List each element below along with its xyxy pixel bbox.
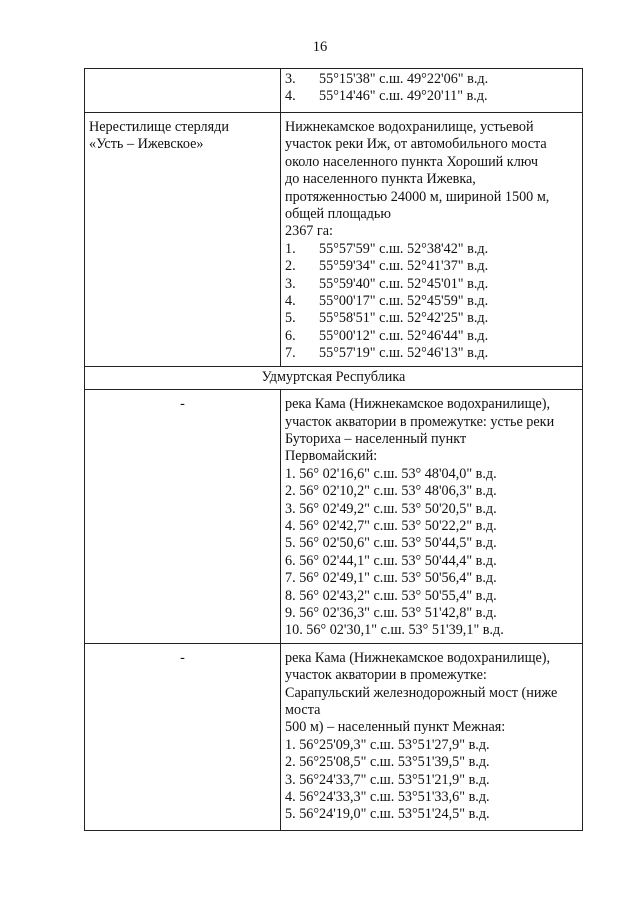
description-line: до населенного пункта Ижевка, bbox=[285, 171, 476, 188]
description-line: Сарапульский железнодорожный мост (ниже bbox=[285, 684, 558, 701]
description-line: участок акватории в промежутке: устье реки bbox=[285, 413, 555, 430]
regulation-table bbox=[84, 68, 583, 831]
coordinate-line: 3. 55°15'38" с.ш. 49°22'06" в.д. bbox=[285, 71, 489, 87]
description-line: 2367 га: bbox=[285, 223, 333, 240]
coordinate-line: 2. 56°25'08,5" с.ш. 53°51'39,5" в.д. bbox=[285, 754, 490, 771]
site-name-line: Нерестилище стерляди bbox=[89, 119, 229, 135]
coordinate-line: 4. 55°14'46" с.ш. 49°20'11" в.д. bbox=[285, 88, 488, 105]
coordinates-cell bbox=[281, 69, 583, 113]
coordinate-line: 3. 56°24'33,7" с.ш. 53°51'21,9" в.д. bbox=[285, 771, 490, 788]
section-title: Удмуртская Республика bbox=[85, 366, 583, 389]
coordinate-line: 1. 56°25'09,3" с.ш. 53°51'27,9" в.д. bbox=[285, 736, 490, 753]
coordinate-line: 9. 56° 02'36,3" с.ш. 53° 51'42,8" в.д. bbox=[285, 604, 497, 621]
description-line: участок акватории в промежутке: bbox=[285, 667, 487, 684]
site-name-cell: - bbox=[85, 390, 281, 644]
description-cell bbox=[281, 643, 583, 830]
description-line: общей площадью bbox=[285, 206, 391, 223]
description-line: 500 м) – населенный пункт Межная: bbox=[285, 719, 506, 736]
table-row bbox=[85, 643, 583, 830]
description-cell bbox=[281, 113, 583, 367]
coordinate-line: 1. 55°57'59" с.ш. 52°38'42" в.д. bbox=[285, 240, 489, 257]
coordinate-line: 3. 56° 02'49,2" с.ш. 53° 50'20,5" в.д. bbox=[285, 500, 497, 517]
coordinate-line: 2. 56° 02'10,2" с.ш. 53° 48'06,3" в.д. bbox=[285, 483, 497, 500]
coordinate-line: 5. 55°58'51" с.ш. 52°42'25" в.д. bbox=[285, 310, 489, 327]
coordinate-line: 4. 56°24'33,3" с.ш. 53°51'33,6" в.д. bbox=[285, 789, 490, 806]
description-line: река Кама (Нижнекамское водохранилище), bbox=[285, 396, 551, 413]
section-row bbox=[85, 366, 583, 389]
coordinate-line: 3. 55°59'40" с.ш. 52°45'01" в.д. bbox=[285, 275, 489, 292]
coordinate-line: 7. 55°57'19" с.ш. 52°46'13" в.д. bbox=[285, 345, 489, 362]
description-line: около населенного пункта Хороший ключ bbox=[285, 153, 538, 170]
coordinate-line: 6. 55°00'12" с.ш. 52°46'44" в.д. bbox=[285, 327, 489, 344]
site-name-line: «Усть – Ижевское» bbox=[89, 136, 204, 153]
site-name-cell: - bbox=[85, 643, 281, 830]
coordinate-line: 2. 55°59'34" с.ш. 52°41'37" в.д. bbox=[285, 258, 489, 275]
site-name-cell bbox=[85, 69, 281, 113]
coordinate-line: 5. 56° 02'50,6" с.ш. 53° 50'44,5" в.д. bbox=[285, 535, 497, 552]
table-row bbox=[85, 113, 583, 367]
coordinate-line: 8. 56° 02'43,2" с.ш. 53° 50'55,4" в.д. bbox=[285, 587, 497, 604]
description-line: Буториха – населенный пункт bbox=[285, 430, 467, 447]
coordinate-line: 5. 56°24'19,0" с.ш. 53°51'24,5" в.д. bbox=[285, 806, 490, 823]
table-row bbox=[85, 69, 583, 113]
description-line: Нижнекамское водохранилище, устьевой bbox=[285, 119, 534, 135]
table-row bbox=[85, 390, 583, 644]
coordinate-line: 6. 56° 02'44,1" с.ш. 53° 50'44,4" в.д. bbox=[285, 552, 497, 569]
description-line: Первомайский: bbox=[285, 448, 378, 465]
page-number: 16 bbox=[312, 39, 328, 55]
description-line: участок реки Иж, от автомобильного моста bbox=[285, 136, 547, 153]
coordinate-line: 10. 56° 02'30,1" с.ш. 53° 51'39,1" в.д. bbox=[285, 622, 504, 639]
site-name-cell bbox=[85, 113, 281, 367]
coordinate-line: 4. 56° 02'42,7" с.ш. 53° 50'22,2" в.д. bbox=[285, 517, 497, 534]
coordinate-line: 1. 56° 02'16,6" с.ш. 53° 48'04,0" в.д. bbox=[285, 465, 497, 482]
coordinate-line: 4. 55°00'17" с.ш. 52°45'59" в.д. bbox=[285, 293, 489, 310]
description-line: моста bbox=[285, 702, 321, 718]
coordinate-line: 7. 56° 02'49,1" с.ш. 53° 50'56,4" в.д. bbox=[285, 570, 497, 587]
description-cell bbox=[281, 390, 583, 644]
description-line: протяженностью 24000 м, шириной 1500 м, bbox=[285, 188, 550, 205]
description-line: река Кама (Нижнекамское водохранилище), bbox=[285, 649, 551, 666]
